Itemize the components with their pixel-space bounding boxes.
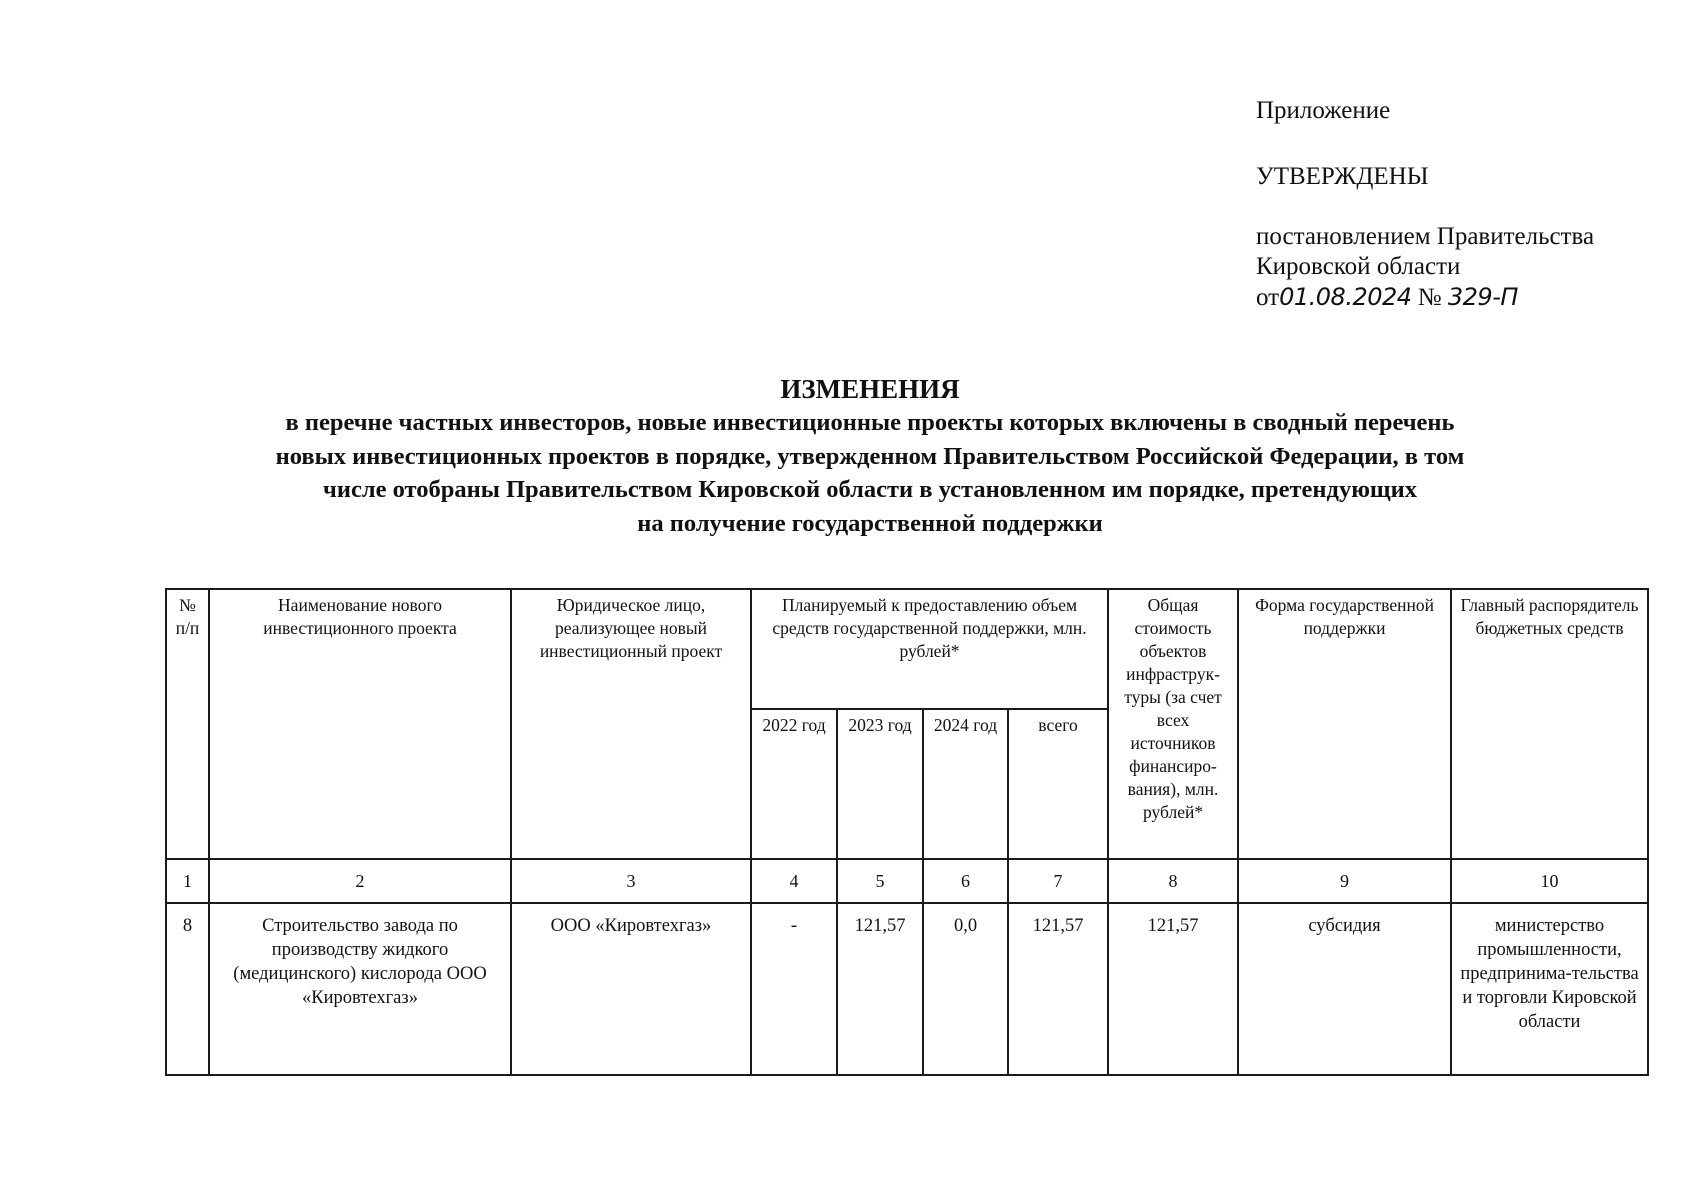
column-number: 7 bbox=[1008, 859, 1108, 903]
column-number: 4 bbox=[751, 859, 837, 903]
header-entity: Юридическое лицо, реализующее новый инвестиционный проект bbox=[511, 589, 751, 859]
cell-total: 121,57 bbox=[1008, 903, 1108, 1075]
investors-table bbox=[165, 588, 1649, 1076]
cell-num: 8 bbox=[166, 903, 209, 1075]
cell-2024: 0,0 bbox=[923, 903, 1008, 1075]
column-number: 1 bbox=[166, 859, 209, 903]
column-number: 2 bbox=[209, 859, 511, 903]
decree-from: от bbox=[1256, 284, 1280, 311]
column-number: 10 bbox=[1451, 859, 1648, 903]
header-2022: 2022 год bbox=[751, 709, 837, 859]
cell-project: Строительство завода по производству жидкого (медицинского) кислорода ООО «Кировтехгаз» bbox=[209, 903, 511, 1075]
cell-2023: 121,57 bbox=[837, 903, 923, 1075]
decree-number: 329-П bbox=[1447, 283, 1518, 311]
decree-line-1: постановлением Правительства bbox=[1256, 223, 1595, 250]
cell-cost: 121,57 bbox=[1108, 903, 1238, 1075]
column-number: 6 bbox=[923, 859, 1008, 903]
column-number: 3 bbox=[511, 859, 751, 903]
table-row bbox=[166, 903, 1648, 1075]
header-2023: 2023 год bbox=[837, 709, 923, 859]
decree-date-line bbox=[1256, 282, 1594, 313]
decree-number-sign: № bbox=[1417, 284, 1442, 311]
cell-entity: ООО «Кировтехгаз» bbox=[511, 903, 751, 1075]
cell-2022: - bbox=[751, 903, 837, 1075]
column-number: 8 bbox=[1108, 859, 1238, 903]
header-planned: Планируемый к предоставлению объем средств государственной поддержки, млн. рублей* bbox=[751, 589, 1108, 709]
cell-form: субсидия bbox=[1238, 903, 1451, 1075]
header-cost: Общая стоимость объектов инфраструк-туры (за счет всех источников финансиро-вания), млн. рублей* bbox=[1108, 589, 1238, 859]
title-line-4: на получение государственной поддержки bbox=[637, 509, 1103, 537]
header-2024: 2024 год bbox=[923, 709, 1008, 859]
header-row-1 bbox=[166, 589, 1648, 709]
appendix-block bbox=[1256, 96, 1594, 313]
decree-date: 01.08.2024 bbox=[1279, 283, 1412, 311]
title-line-1: в перечне частных инвесторов, новые инвестиционные проекты которых включены в сводный перечень bbox=[285, 409, 1455, 436]
title-line-2: новых инвестиционных проектов в порядке, утвержденном Правительством Российской Федерации, в том bbox=[275, 442, 1465, 470]
decree-line-2: Кировской области bbox=[1256, 253, 1461, 280]
title-line-3: числе отобраны Правительством Кировской области в установленном им порядке, претендующих bbox=[323, 476, 1417, 503]
header-project: Наименование нового инвестиционного проекта bbox=[209, 589, 511, 859]
header-total: всего bbox=[1008, 709, 1108, 859]
column-number: 5 bbox=[837, 859, 923, 903]
header-form: Форма государственной поддержки bbox=[1238, 589, 1451, 859]
column-numbers-row bbox=[166, 859, 1648, 903]
appendix-label: Приложение bbox=[1256, 97, 1391, 124]
document-title bbox=[150, 372, 1590, 540]
header-distributor: Главный распорядитель бюджетных средств bbox=[1451, 589, 1648, 859]
approved-label: УТВЕРЖДЕНЫ bbox=[1256, 163, 1429, 190]
cell-distributor: министерство промышленности, предпринима-тельства и торговли Кировской области bbox=[1451, 903, 1648, 1075]
title-main: ИЗМЕНЕНИЯ bbox=[780, 374, 960, 404]
header-num: № п/п bbox=[166, 589, 209, 859]
column-number: 9 bbox=[1238, 859, 1451, 903]
